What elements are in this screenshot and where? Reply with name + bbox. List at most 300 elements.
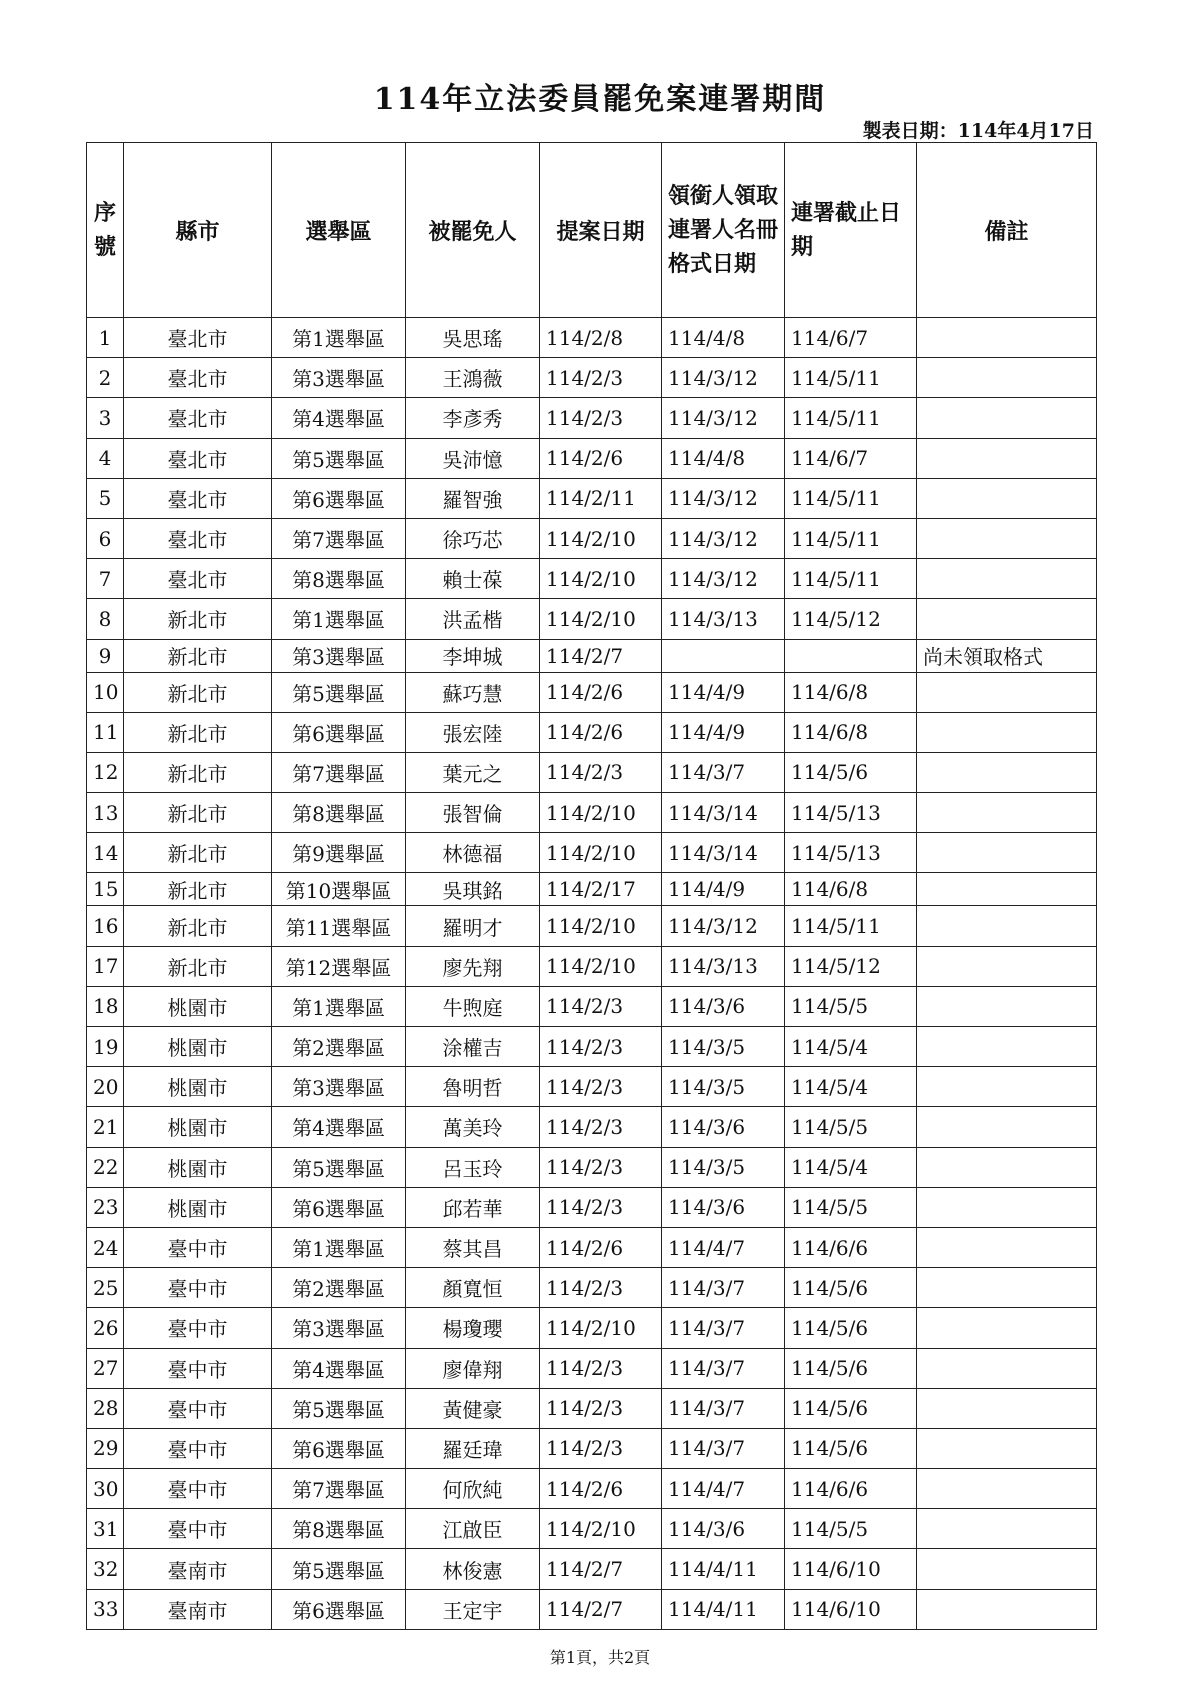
form-date-cell: 114/3/14 xyxy=(662,833,785,873)
deadline-cell: 114/6/6 xyxy=(785,1227,917,1267)
deadline-cell: 114/5/6 xyxy=(785,1428,917,1468)
table-row xyxy=(87,1509,1097,1549)
header-remarks: 備註 xyxy=(917,143,1097,318)
county-cell: 臺中市 xyxy=(124,1509,272,1549)
deadline-cell: 114/5/4 xyxy=(785,1147,917,1187)
deadline-cell: 114/6/6 xyxy=(785,1469,917,1509)
remarks-cell xyxy=(917,1589,1097,1629)
table-row xyxy=(87,1348,1097,1388)
table-row xyxy=(87,358,1097,398)
table-row xyxy=(87,639,1097,672)
district-cell: 第9選舉區 xyxy=(272,833,406,873)
row-number: 17 xyxy=(87,946,124,986)
remarks-cell xyxy=(917,1027,1097,1067)
county-cell: 臺南市 xyxy=(124,1549,272,1589)
deadline-cell: 114/5/5 xyxy=(785,1187,917,1227)
proposal-date-cell: 114/2/17 xyxy=(540,873,662,906)
remarks-cell xyxy=(917,398,1097,438)
row-number: 16 xyxy=(87,906,124,946)
row-number: 3 xyxy=(87,398,124,438)
district-cell: 第1選舉區 xyxy=(272,1227,406,1267)
row-number: 22 xyxy=(87,1147,124,1187)
form-date-cell: 114/3/7 xyxy=(662,1268,785,1308)
row-number: 10 xyxy=(87,672,124,712)
county-cell: 臺南市 xyxy=(124,1589,272,1629)
form-date-cell: 114/3/6 xyxy=(662,1509,785,1549)
form-date-cell: 114/3/14 xyxy=(662,793,785,833)
proposal-date-cell: 114/2/3 xyxy=(540,1107,662,1147)
header-county: 縣市 xyxy=(124,143,272,318)
row-number: 20 xyxy=(87,1067,124,1107)
form-date-cell: 114/3/13 xyxy=(662,946,785,986)
row-number: 15 xyxy=(87,873,124,906)
table-row xyxy=(87,1589,1097,1629)
deadline-cell: 114/5/11 xyxy=(785,358,917,398)
district-cell: 第2選舉區 xyxy=(272,1027,406,1067)
district-cell: 第8選舉區 xyxy=(272,793,406,833)
remarks-cell xyxy=(917,1428,1097,1468)
remarks-cell xyxy=(917,1348,1097,1388)
remarks-cell xyxy=(917,1067,1097,1107)
recallee-cell: 廖偉翔 xyxy=(406,1348,540,1388)
row-number: 1 xyxy=(87,318,124,358)
county-cell: 桃園市 xyxy=(124,1067,272,1107)
deadline-cell: 114/5/11 xyxy=(785,518,917,558)
form-date-cell: 114/3/5 xyxy=(662,1067,785,1107)
proposal-date-cell: 114/2/11 xyxy=(540,478,662,518)
deadline-cell: 114/5/12 xyxy=(785,946,917,986)
table-row xyxy=(87,398,1097,438)
row-number: 26 xyxy=(87,1308,124,1348)
form-date-cell: 114/3/12 xyxy=(662,518,785,558)
remarks-cell xyxy=(917,1227,1097,1267)
remarks-cell xyxy=(917,1147,1097,1187)
proposal-date-cell: 114/2/10 xyxy=(540,833,662,873)
form-date-cell: 114/3/6 xyxy=(662,1107,785,1147)
county-cell: 臺北市 xyxy=(124,478,272,518)
recallee-cell: 徐巧芯 xyxy=(406,518,540,558)
recallee-cell: 吳琪銘 xyxy=(406,873,540,906)
recallee-cell: 牛煦庭 xyxy=(406,986,540,1026)
deadline-cell: 114/6/10 xyxy=(785,1549,917,1589)
remarks-cell xyxy=(917,1388,1097,1428)
table-row xyxy=(87,1027,1097,1067)
district-cell: 第6選舉區 xyxy=(272,1589,406,1629)
recallee-cell: 顏寬恒 xyxy=(406,1268,540,1308)
table-row xyxy=(87,1107,1097,1147)
form-date-cell: 114/3/12 xyxy=(662,478,785,518)
deadline-cell: 114/6/8 xyxy=(785,712,917,752)
table-row xyxy=(87,478,1097,518)
remarks-cell xyxy=(917,1308,1097,1348)
recallee-cell: 洪孟楷 xyxy=(406,599,540,639)
row-number: 11 xyxy=(87,712,124,752)
table-row xyxy=(87,1308,1097,1348)
district-cell: 第6選舉區 xyxy=(272,1428,406,1468)
deadline-cell xyxy=(785,639,917,672)
remarks-cell xyxy=(917,478,1097,518)
deadline-cell: 114/6/10 xyxy=(785,1589,917,1629)
form-date-cell: 114/4/9 xyxy=(662,672,785,712)
table-row xyxy=(87,559,1097,599)
district-cell: 第3選舉區 xyxy=(272,358,406,398)
remarks-cell xyxy=(917,599,1097,639)
table-row xyxy=(87,1428,1097,1468)
remarks-cell xyxy=(917,712,1097,752)
county-cell: 新北市 xyxy=(124,712,272,752)
proposal-date-cell: 114/2/10 xyxy=(540,559,662,599)
remarks-cell xyxy=(917,1509,1097,1549)
remarks-cell xyxy=(917,1187,1097,1227)
recall-table xyxy=(86,142,1097,1630)
recallee-cell: 李彥秀 xyxy=(406,398,540,438)
form-date-cell: 114/3/12 xyxy=(662,358,785,398)
remarks-cell xyxy=(917,752,1097,792)
row-number: 25 xyxy=(87,1268,124,1308)
recallee-cell: 張智倫 xyxy=(406,793,540,833)
form-date-cell: 114/3/13 xyxy=(662,599,785,639)
deadline-cell: 114/5/6 xyxy=(785,752,917,792)
district-cell: 第3選舉區 xyxy=(272,1067,406,1107)
form-date-cell: 114/4/8 xyxy=(662,318,785,358)
form-date-cell: 114/3/6 xyxy=(662,986,785,1026)
table-row xyxy=(87,946,1097,986)
county-cell: 新北市 xyxy=(124,752,272,792)
remarks-cell xyxy=(917,946,1097,986)
recallee-cell: 吳沛憶 xyxy=(406,438,540,478)
table-row xyxy=(87,318,1097,358)
row-number: 29 xyxy=(87,1428,124,1468)
proposal-date-cell: 114/2/7 xyxy=(540,1549,662,1589)
form-date-cell: 114/3/7 xyxy=(662,1388,785,1428)
district-cell: 第7選舉區 xyxy=(272,752,406,792)
table-row xyxy=(87,752,1097,792)
recallee-cell: 廖先翔 xyxy=(406,946,540,986)
recallee-cell: 黃健豪 xyxy=(406,1388,540,1428)
district-cell: 第5選舉區 xyxy=(272,1388,406,1428)
deadline-cell: 114/5/13 xyxy=(785,833,917,873)
row-number: 4 xyxy=(87,438,124,478)
remarks-cell xyxy=(917,358,1097,398)
county-cell: 臺中市 xyxy=(124,1388,272,1428)
county-cell: 臺北市 xyxy=(124,398,272,438)
recallee-cell: 何欣純 xyxy=(406,1469,540,1509)
table-row xyxy=(87,1268,1097,1308)
deadline-cell: 114/5/4 xyxy=(785,1067,917,1107)
row-number: 5 xyxy=(87,478,124,518)
proposal-date-cell: 114/2/10 xyxy=(540,1308,662,1348)
proposal-date-cell: 114/2/10 xyxy=(540,906,662,946)
table-row xyxy=(87,712,1097,752)
recallee-cell: 羅智強 xyxy=(406,478,540,518)
recallee-cell: 蔡其昌 xyxy=(406,1227,540,1267)
district-cell: 第4選舉區 xyxy=(272,1107,406,1147)
table-row xyxy=(87,518,1097,558)
made-date: 製表日期：114年4月17日 xyxy=(862,120,1094,142)
deadline-cell: 114/5/5 xyxy=(785,986,917,1026)
deadline-cell: 114/5/11 xyxy=(785,478,917,518)
recallee-cell: 呂玉玲 xyxy=(406,1147,540,1187)
proposal-date-cell: 114/2/6 xyxy=(540,1227,662,1267)
form-date-cell: 114/3/12 xyxy=(662,398,785,438)
district-cell: 第5選舉區 xyxy=(272,672,406,712)
district-cell: 第6選舉區 xyxy=(272,478,406,518)
district-cell: 第3選舉區 xyxy=(272,1308,406,1348)
county-cell: 臺中市 xyxy=(124,1428,272,1468)
proposal-date-cell: 114/2/6 xyxy=(540,712,662,752)
row-number: 7 xyxy=(87,559,124,599)
deadline-cell: 114/5/5 xyxy=(785,1509,917,1549)
district-cell: 第5選舉區 xyxy=(272,438,406,478)
proposal-date-cell: 114/2/3 xyxy=(540,1027,662,1067)
district-cell: 第11選舉區 xyxy=(272,906,406,946)
proposal-date-cell: 114/2/3 xyxy=(540,1067,662,1107)
recallee-cell: 賴士葆 xyxy=(406,559,540,599)
proposal-date-cell: 114/2/3 xyxy=(540,986,662,1026)
remarks-cell xyxy=(917,793,1097,833)
deadline-cell: 114/6/8 xyxy=(785,672,917,712)
table-row xyxy=(87,438,1097,478)
remarks-cell xyxy=(917,833,1097,873)
county-cell: 新北市 xyxy=(124,672,272,712)
form-date-cell: 114/4/11 xyxy=(662,1589,785,1629)
table-row xyxy=(87,1227,1097,1267)
district-cell: 第6選舉區 xyxy=(272,712,406,752)
row-number: 31 xyxy=(87,1509,124,1549)
form-date-cell: 114/4/11 xyxy=(662,1549,785,1589)
district-cell: 第3選舉區 xyxy=(272,639,406,672)
district-cell: 第5選舉區 xyxy=(272,1147,406,1187)
recallee-cell: 吳思瑤 xyxy=(406,318,540,358)
table-row xyxy=(87,906,1097,946)
district-cell: 第8選舉區 xyxy=(272,559,406,599)
county-cell: 桃園市 xyxy=(124,1147,272,1187)
county-cell: 桃園市 xyxy=(124,1027,272,1067)
recallee-cell: 魯明哲 xyxy=(406,1067,540,1107)
header-recallee: 被罷免人 xyxy=(406,143,540,318)
proposal-date-cell: 114/2/3 xyxy=(540,1268,662,1308)
row-number: 12 xyxy=(87,752,124,792)
recallee-cell: 楊瓊瓔 xyxy=(406,1308,540,1348)
table-row xyxy=(87,1549,1097,1589)
deadline-cell: 114/5/11 xyxy=(785,906,917,946)
deadline-cell: 114/5/5 xyxy=(785,1107,917,1147)
row-number: 33 xyxy=(87,1589,124,1629)
form-date-cell: 114/3/5 xyxy=(662,1027,785,1067)
form-date-cell: 114/4/7 xyxy=(662,1227,785,1267)
deadline-cell: 114/5/13 xyxy=(785,793,917,833)
proposal-date-cell: 114/2/10 xyxy=(540,946,662,986)
proposal-date-cell: 114/2/3 xyxy=(540,358,662,398)
county-cell: 臺中市 xyxy=(124,1308,272,1348)
recallee-cell: 江啟臣 xyxy=(406,1509,540,1549)
table-row xyxy=(87,1067,1097,1107)
form-date-cell: 114/3/7 xyxy=(662,1348,785,1388)
proposal-date-cell: 114/2/6 xyxy=(540,1469,662,1509)
district-cell: 第2選舉區 xyxy=(272,1268,406,1308)
recallee-cell: 萬美玲 xyxy=(406,1107,540,1147)
district-cell: 第6選舉區 xyxy=(272,1187,406,1227)
remarks-cell xyxy=(917,906,1097,946)
row-number: 28 xyxy=(87,1388,124,1428)
county-cell: 桃園市 xyxy=(124,1187,272,1227)
form-date-cell: 114/3/5 xyxy=(662,1147,785,1187)
table-row xyxy=(87,833,1097,873)
form-date-cell: 114/4/7 xyxy=(662,1469,785,1509)
remarks-cell xyxy=(917,672,1097,712)
recallee-cell: 王定宇 xyxy=(406,1589,540,1629)
county-cell: 新北市 xyxy=(124,639,272,672)
table-row xyxy=(87,672,1097,712)
page-footer: 第1頁，共2頁 xyxy=(549,1648,651,1667)
table-row xyxy=(87,873,1097,906)
row-number: 30 xyxy=(87,1469,124,1509)
recallee-cell: 王鴻薇 xyxy=(406,358,540,398)
form-date-cell: 114/3/7 xyxy=(662,752,785,792)
district-cell: 第1選舉區 xyxy=(272,318,406,358)
district-cell: 第5選舉區 xyxy=(272,1549,406,1589)
remarks-cell xyxy=(917,518,1097,558)
county-cell: 新北市 xyxy=(124,946,272,986)
row-number: 21 xyxy=(87,1107,124,1147)
form-date-cell: 114/3/7 xyxy=(662,1308,785,1348)
county-cell: 臺北市 xyxy=(124,358,272,398)
table-row xyxy=(87,1469,1097,1509)
county-cell: 新北市 xyxy=(124,833,272,873)
form-date-cell: 114/3/7 xyxy=(662,1428,785,1468)
row-number: 23 xyxy=(87,1187,124,1227)
recallee-cell: 蘇巧慧 xyxy=(406,672,540,712)
proposal-date-cell: 114/2/7 xyxy=(540,639,662,672)
row-number: 14 xyxy=(87,833,124,873)
deadline-cell: 114/5/6 xyxy=(785,1268,917,1308)
form-date-cell: 114/4/9 xyxy=(662,873,785,906)
form-date-cell: 114/4/9 xyxy=(662,712,785,752)
remarks-cell xyxy=(917,873,1097,906)
proposal-date-cell: 114/2/6 xyxy=(540,438,662,478)
district-cell: 第8選舉區 xyxy=(272,1509,406,1549)
recallee-cell: 羅明才 xyxy=(406,906,540,946)
remarks-cell xyxy=(917,986,1097,1026)
deadline-cell: 114/5/6 xyxy=(785,1388,917,1428)
header-row xyxy=(87,143,1097,318)
proposal-date-cell: 114/2/10 xyxy=(540,599,662,639)
proposal-date-cell: 114/2/3 xyxy=(540,1187,662,1227)
proposal-date-cell: 114/2/3 xyxy=(540,1428,662,1468)
district-cell: 第12選舉區 xyxy=(272,946,406,986)
table-row xyxy=(87,599,1097,639)
form-date-cell: 114/3/12 xyxy=(662,906,785,946)
row-number: 6 xyxy=(87,518,124,558)
table-row xyxy=(87,793,1097,833)
remarks-cell xyxy=(917,318,1097,358)
proposal-date-cell: 114/2/10 xyxy=(540,1509,662,1549)
remarks-cell xyxy=(917,1107,1097,1147)
recallee-cell: 涂權吉 xyxy=(406,1027,540,1067)
deadline-cell: 114/5/6 xyxy=(785,1348,917,1388)
recallee-cell: 葉元之 xyxy=(406,752,540,792)
proposal-date-cell: 114/2/6 xyxy=(540,672,662,712)
header-proposal-date: 提案日期 xyxy=(540,143,662,318)
proposal-date-cell: 114/2/8 xyxy=(540,318,662,358)
deadline-cell: 114/6/8 xyxy=(785,873,917,906)
county-cell: 新北市 xyxy=(124,793,272,833)
remarks-cell xyxy=(917,1268,1097,1308)
row-number: 24 xyxy=(87,1227,124,1267)
county-cell: 臺北市 xyxy=(124,318,272,358)
county-cell: 臺北市 xyxy=(124,518,272,558)
header-deadline: 連署截止日期 xyxy=(785,143,917,318)
district-cell: 第4選舉區 xyxy=(272,1348,406,1388)
row-number: 8 xyxy=(87,599,124,639)
proposal-date-cell: 114/2/3 xyxy=(540,1388,662,1428)
recallee-cell: 林俊憲 xyxy=(406,1549,540,1589)
county-cell: 臺中市 xyxy=(124,1227,272,1267)
district-cell: 第7選舉區 xyxy=(272,518,406,558)
recallee-cell: 張宏陸 xyxy=(406,712,540,752)
county-cell: 桃園市 xyxy=(124,1107,272,1147)
header-seq: 序號 xyxy=(87,143,124,318)
county-cell: 新北市 xyxy=(124,599,272,639)
table-row xyxy=(87,986,1097,1026)
district-cell: 第4選舉區 xyxy=(272,398,406,438)
district-cell: 第7選舉區 xyxy=(272,1469,406,1509)
proposal-date-cell: 114/2/3 xyxy=(540,1348,662,1388)
recallee-cell: 邱若華 xyxy=(406,1187,540,1227)
recallee-cell: 林德福 xyxy=(406,833,540,873)
deadline-cell: 114/5/6 xyxy=(785,1308,917,1348)
recallee-cell: 羅廷瑋 xyxy=(406,1428,540,1468)
proposal-date-cell: 114/2/10 xyxy=(540,518,662,558)
table-row xyxy=(87,1388,1097,1428)
county-cell: 臺北市 xyxy=(124,559,272,599)
deadline-cell: 114/5/11 xyxy=(785,559,917,599)
header-district: 選舉區 xyxy=(272,143,406,318)
deadline-cell: 114/6/7 xyxy=(785,438,917,478)
proposal-date-cell: 114/2/3 xyxy=(540,398,662,438)
county-cell: 新北市 xyxy=(124,873,272,906)
row-number: 13 xyxy=(87,793,124,833)
proposal-date-cell: 114/2/7 xyxy=(540,1589,662,1629)
remarks-cell xyxy=(917,1469,1097,1509)
remarks-cell xyxy=(917,438,1097,478)
recallee-cell: 李坤城 xyxy=(406,639,540,672)
row-number: 2 xyxy=(87,358,124,398)
remarks-cell: 尚未領取格式 xyxy=(917,639,1097,672)
proposal-date-cell: 114/2/3 xyxy=(540,752,662,792)
proposal-date-cell: 114/2/3 xyxy=(540,1147,662,1187)
remarks-cell xyxy=(917,1549,1097,1589)
form-date-cell: 114/3/12 xyxy=(662,559,785,599)
row-number: 18 xyxy=(87,986,124,1026)
table-row xyxy=(87,1187,1097,1227)
form-date-cell: 114/3/6 xyxy=(662,1187,785,1227)
row-number: 9 xyxy=(87,639,124,672)
county-cell: 臺中市 xyxy=(124,1348,272,1388)
row-number: 27 xyxy=(87,1348,124,1388)
remarks-cell xyxy=(917,559,1097,599)
county-cell: 新北市 xyxy=(124,906,272,946)
header-form-date: 領銜人領取連署人名冊格式日期 xyxy=(662,143,785,318)
form-date-cell xyxy=(662,639,785,672)
district-cell: 第1選舉區 xyxy=(272,986,406,1026)
county-cell: 桃園市 xyxy=(124,986,272,1026)
county-cell: 臺中市 xyxy=(124,1268,272,1308)
row-number: 19 xyxy=(87,1027,124,1067)
proposal-date-cell: 114/2/10 xyxy=(540,793,662,833)
county-cell: 臺北市 xyxy=(124,438,272,478)
county-cell: 臺中市 xyxy=(124,1469,272,1509)
